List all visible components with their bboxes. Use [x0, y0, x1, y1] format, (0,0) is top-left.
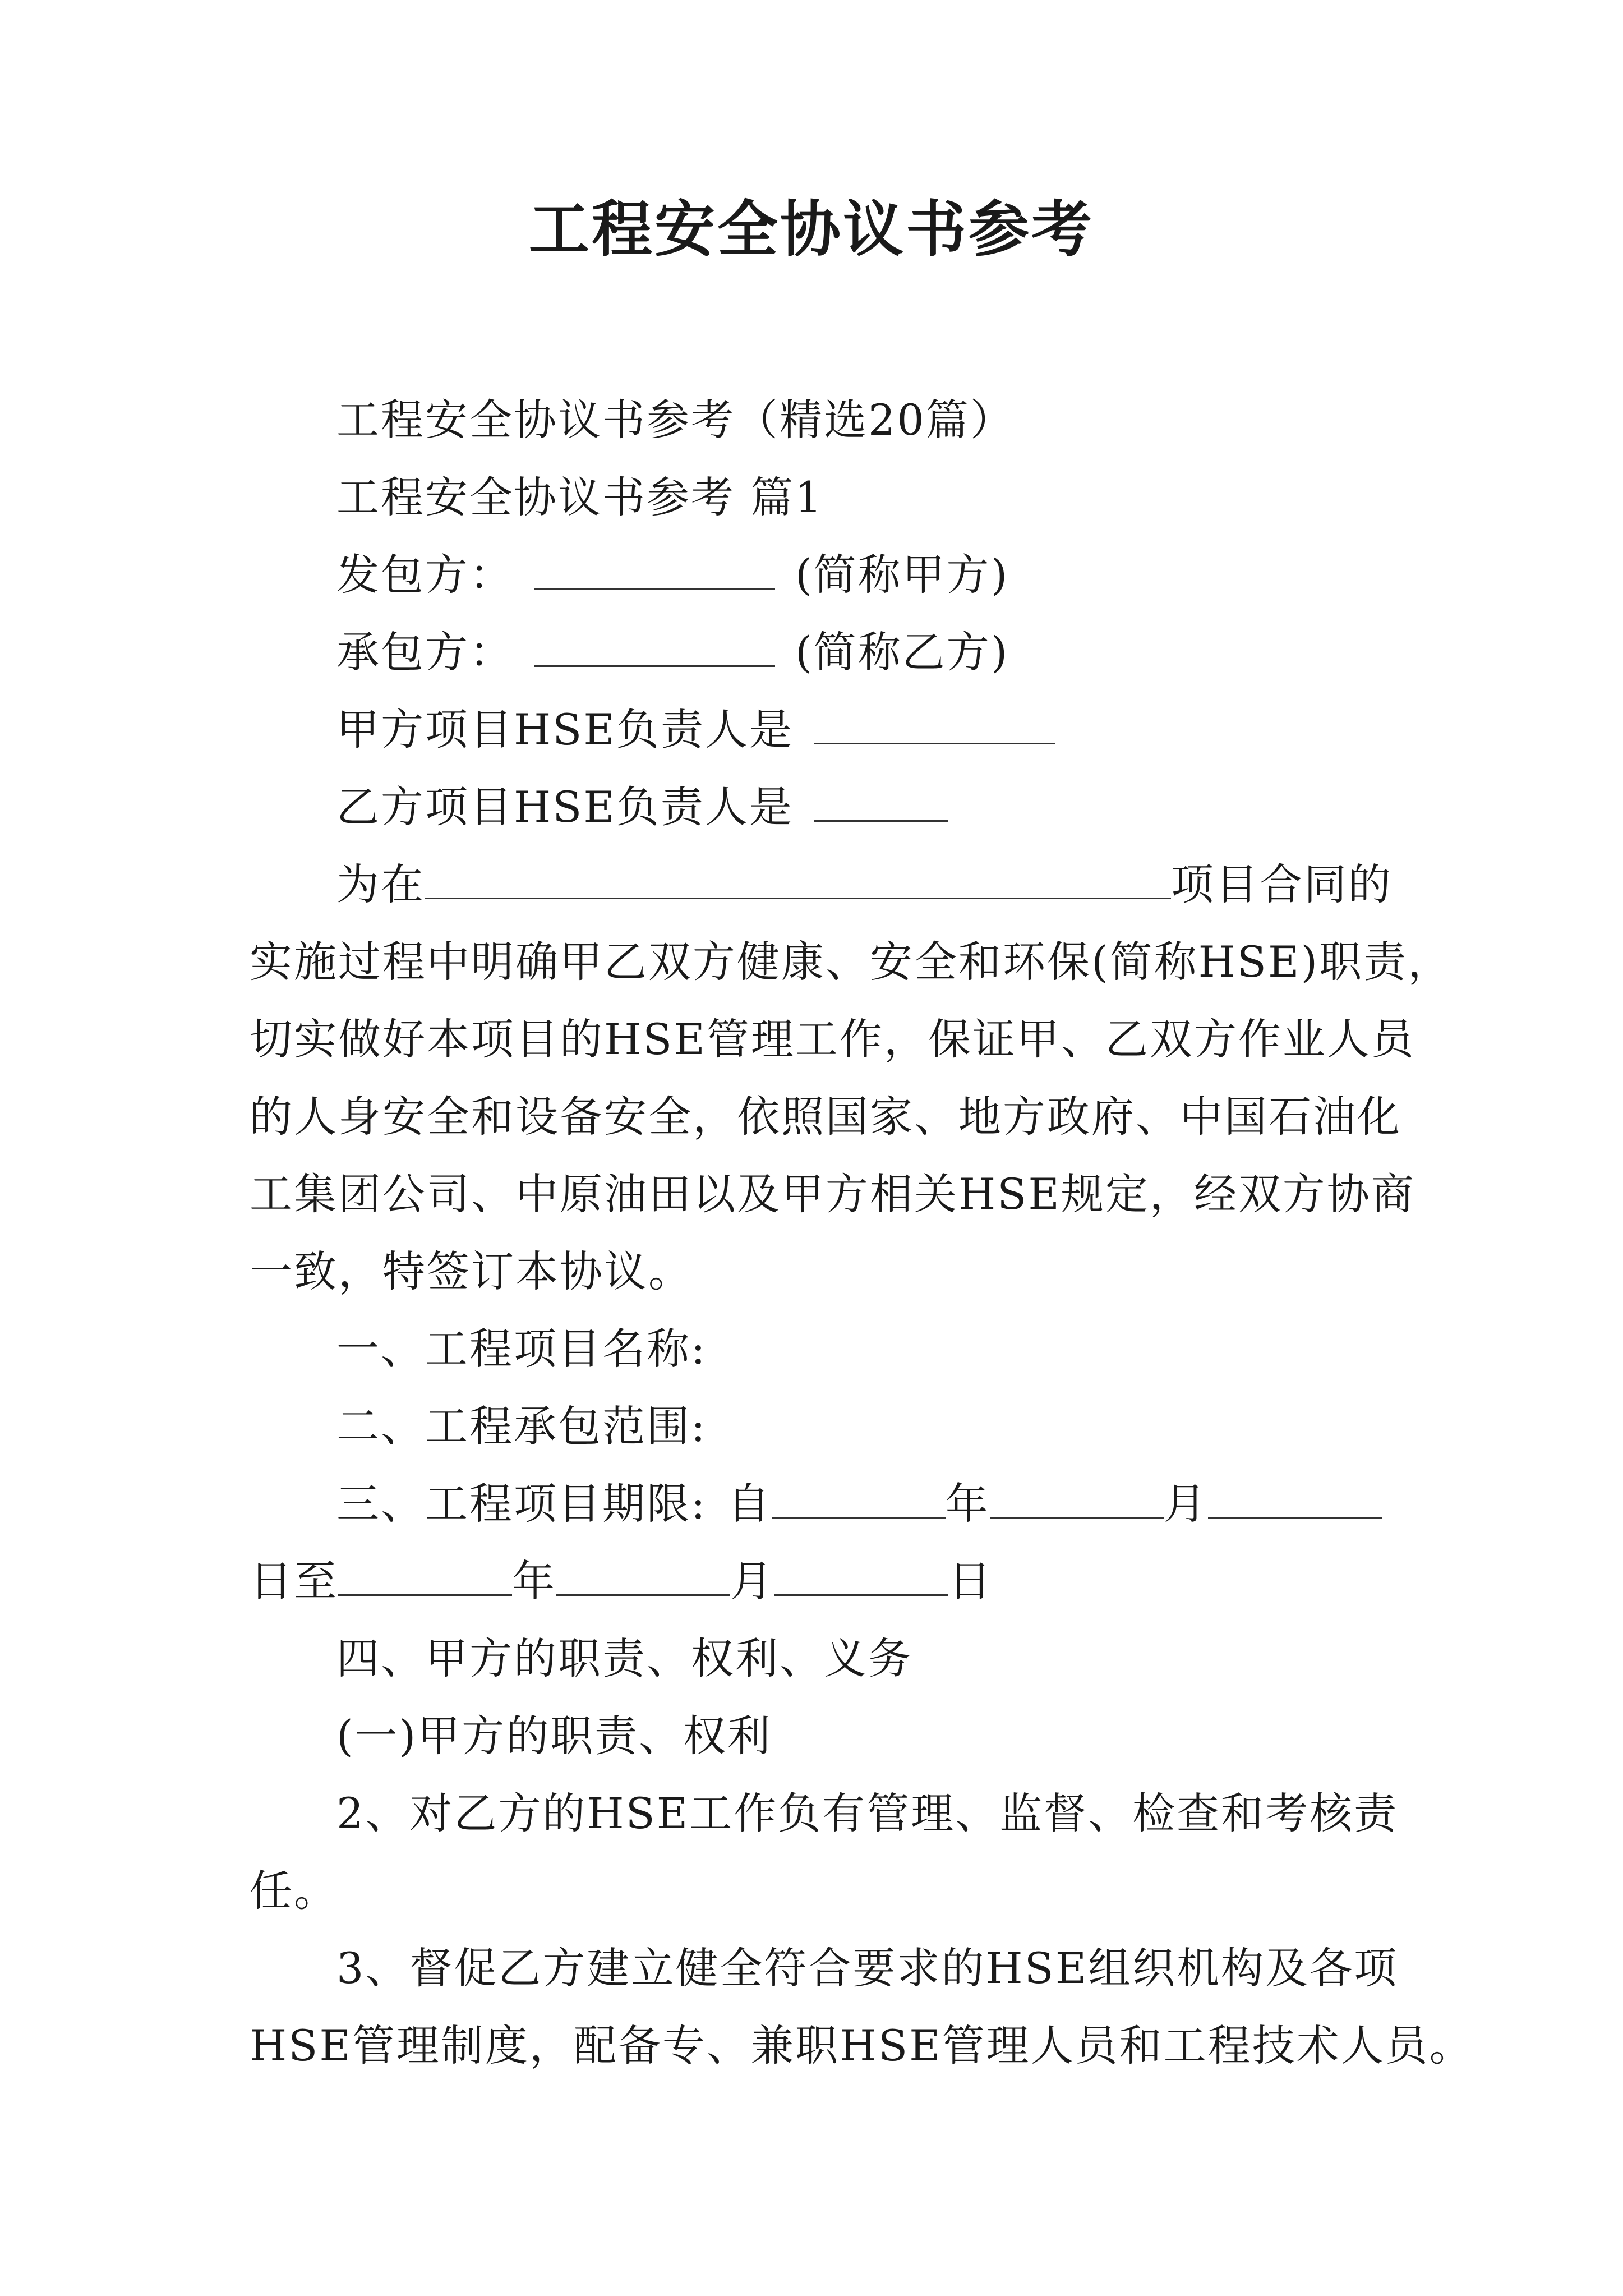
line-text: 的人身安全和设备安全，依照国家、地方政府、中国石油化 [250, 1092, 1401, 1142]
party-b-hse-label: 乙方项目HSE负责人是 [336, 782, 794, 832]
purpose-suffix: 项目合同的 [1171, 859, 1393, 909]
employer-abbr: (简称甲方) [795, 550, 1009, 600]
year-unit: 年 [512, 1556, 556, 1606]
paragraph-line [250, 1852, 1399, 1930]
line-text: 二、工程承包范围: [336, 1401, 707, 1451]
line-text: 切实做好本项目的HSE管理工作，保证甲、乙双方作业人员 [250, 1014, 1415, 1064]
paragraph-line [250, 459, 1399, 536]
line-text: 工程安全协议书参考（精选20篇） [336, 395, 1015, 445]
employer-blank [534, 547, 775, 590]
paragraph-line [250, 1233, 1399, 1310]
start-day-blank [1208, 1476, 1382, 1519]
party-b-hse-line [250, 769, 1399, 846]
section-heading: 工程安全协议书参考 篇1 [336, 472, 824, 522]
party-a-hse-blank [814, 702, 1055, 744]
paragraph-line [250, 1388, 1399, 1465]
term-to: 日至 [250, 1556, 338, 1606]
month-unit: 月 [730, 1556, 774, 1606]
line-text: 3、督促乙方建立健全符合要求的HSE组织机构及各项 [336, 1943, 1399, 1993]
paragraph-line [250, 381, 1399, 459]
paragraph-line [250, 1156, 1415, 1233]
employer-label: 发包方： [336, 550, 514, 600]
end-day-blank [774, 1554, 948, 1596]
party-a-hse-line [250, 691, 1399, 769]
term-line-end [250, 1543, 1399, 1620]
line-text: HSE管理制度，配备专、兼职HSE管理人员和工程技术人员。 [250, 2021, 1474, 2070]
paragraph-line [250, 1930, 1399, 2007]
document-title: 工程安全协议书参考 [528, 194, 1094, 265]
paragraph-line [250, 1775, 1399, 1852]
paragraph-line [250, 1078, 1399, 1156]
month-unit: 月 [1163, 1479, 1208, 1529]
contractor-line [250, 614, 1399, 691]
line-text: 2、对乙方的HSE工作负有管理、监督、检查和考核责 [336, 1788, 1399, 1838]
paragraph-line [250, 2007, 1474, 2085]
start-month-blank [990, 1476, 1164, 1519]
section-heading: 四、甲方的职责、权利、义务 [336, 1634, 912, 1683]
contractor-label: 承包方： [336, 627, 514, 677]
subsection-heading: (一)甲方的职责、权利 [336, 1711, 772, 1761]
term-label: 三、工程项目期限: [336, 1479, 707, 1529]
paragraph-line [250, 1310, 1399, 1388]
contractor-blank [534, 625, 775, 667]
year-unit: 年 [945, 1479, 990, 1529]
paragraph-line [250, 1620, 1399, 1697]
document-body [250, 381, 1474, 2085]
line-text: 工集团公司、中原油田以及甲方相关HSE规定，经双方协商 [250, 1169, 1415, 1219]
purpose-prefix: 为在 [336, 859, 425, 909]
line-text: 一、工程项目名称: [336, 1324, 707, 1374]
line-text: 实施过程中明确甲乙双方健康、安全和环保(简称HSE)职责， [250, 937, 1453, 987]
start-year-blank [772, 1476, 946, 1519]
project-name-blank [425, 857, 1171, 899]
end-year-blank [338, 1554, 512, 1596]
line-text: 一致，特签订本协议。 [250, 1246, 693, 1296]
paragraph-line [250, 923, 1453, 1001]
term-line [250, 1465, 1399, 1543]
contractor-abbr: (简称乙方) [795, 627, 1009, 677]
day-unit: 日 [948, 1556, 993, 1606]
end-month-blank [556, 1554, 730, 1596]
party-a-hse-label: 甲方项目HSE负责人是 [336, 705, 794, 754]
purpose-line [250, 846, 1399, 923]
line-text: 任。 [250, 1866, 338, 1916]
paragraph-line [250, 1697, 1399, 1775]
party-b-hse-blank [814, 780, 948, 822]
paragraph-line [250, 1001, 1415, 1078]
employer-line [250, 536, 1399, 614]
term-from: 自 [727, 1479, 772, 1529]
